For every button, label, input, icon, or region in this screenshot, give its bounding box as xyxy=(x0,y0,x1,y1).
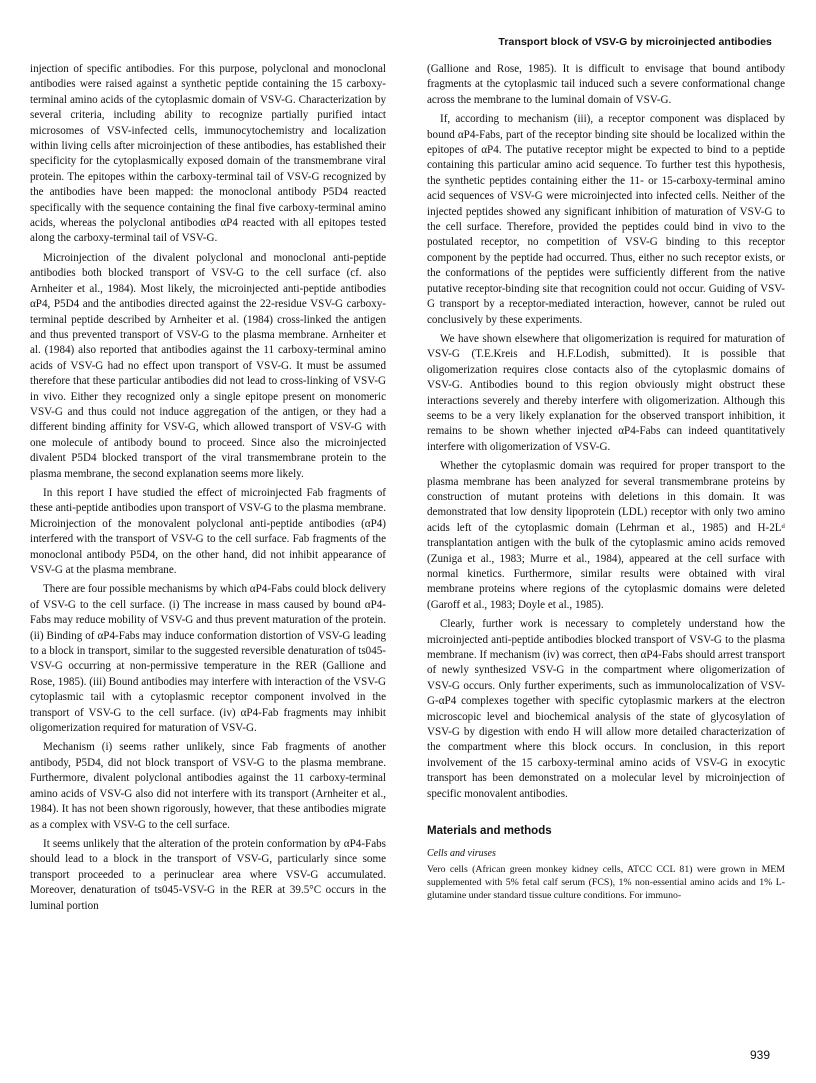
paragraph: In this report I have studied the effect of microinjected Fab fragments of these anti-peptide antibodies upon transport of VSV-G to the plasma membrane. Microinjection of the monovalent polyclonal anti-peptide antibodies (αP4) interfered with the transport of VSV-G to the cell surface. Fab fragments of the monoclonal antibody P5D4, on the other hand, did not inhibit appearance of VSV-G at the plasma membrane. xyxy=(30,486,386,576)
paragraph: Whether the cytoplasmic domain was required for proper transport to the plasma membrane has been analyzed for several transmembrane proteins by construction of mutant proteins with deletions in this domain. It was demonstrated that low density lipoprotein (LDL) receptor with only two amino acids left of the cytoplasmic domain (Lehrman et al., 1985) and H-2Lᵈ transplantation antigen with the bulk of the cytoplasmic amino acids removed (Zuniga et al., 1983; Murre et al., 1984), appeared at the cell surface with normal kinetics. Furthermore, similar results were obtained with viral membrane proteins where regions of the cytoplasmic domains were deleted (Garoff et al., 1983; Doyle et al., 1985). xyxy=(427,460,785,611)
paragraph: If, according to mechanism (iii), a receptor component was displaced by bound αP4-Fabs, part of the receptor binding site should be localized within the epitopes of αP4. The putative receptor might be expected to bind to a peptide containing this particular amino acid sequence. To further test this hypothesis, the synthetic peptides containing either the 11- or 15-carboxy-terminal amino acid sequences of VSV-G were microinjected into infected cells. Neither of the injected peptides showed any significant inhibition of maturation of VSV-G to the cell surface. Therefore, provided the peptides could bind in vivo to the postulated receptor, no competition of VSV-G binding to this receptor component by the peptide had occurred. Thus, either no such receptor exists, or the conformations of the peptides were sufficiently different from the native putative receptor-binding site that recognition could not occur. Guiding of VSV-G transport by a receptor-mediated interaction, however, cannot be ruled out conclusively by these experiments. xyxy=(427,113,785,326)
left-column xyxy=(30,62,386,918)
paragraph: We have shown elsewhere that oligomerization is required for maturation of VSV-G (T.E.Kreis and H.F.Lodish, submitted). It is possible that oligomerization requires close contacts also of the cytoplasmic domains of VSV-G. Antibodies bound to this region obviously might obstruct these interactions severely and thereby interfere with oligomerization. Although this seems to be a very likely explanation for the observed transport inhibition, it remains to be shown whether injected αP4-Fabs can indeed quantitatively interfere with oligomerization of VSV-G. xyxy=(427,332,785,453)
page-number: 939 xyxy=(749,1048,770,1062)
right-column xyxy=(427,62,785,902)
paragraph: Mechanism (i) seems rather unlikely, since Fab fragments of another antibody, P5D4, did not block transport of VSV-G to the plasma membrane. Furthermore, divalent polyclonal antibodies against the 11 carboxy-terminal amino acids of VSV-G also did not interfere with its transport (Arnheiter et al., 1984). It has not been shown rigorously, however, that these antibodies migrate as a complex with VSV-G to the cell surface. xyxy=(30,741,386,831)
paragraph: (Gallione and Rose, 1985). It is difficult to envisage that bound antibody fragments at the cytoplasmic tail induced such a severe conformational change across the membrane to the luminal domain of VSV-G. xyxy=(427,63,785,106)
section-heading: Materials and methods xyxy=(427,825,552,838)
paragraph: There are four possible mechanisms by which αP4-Fabs could block delivery of VSV-G to the cell surface. (i) The increase in mass caused by bound αP4-Fabs may reduce mobility of VSV-G and thus prevent maturation of the protein. (ii) Binding of αP4-Fabs may induce conformation distortion of VSV-G leading to a block in transport, similar to the suggested reversible denaturation of ts045-VSV-G occurring at non-permissive temperature in the RER (Gallione and Rose, 1985). (iii) Bound antibodies may interfere with interaction of the VSV-G cytoplasmic tail with a cytoplasmic receptor component involved in the transport of VSV-G to the cell surface. (iv) αP4-Fab fragments may inhibit oligomerization required for maturation of VSV-G. xyxy=(30,583,386,735)
running-title: Transport block of VSV-G by microinjected antibodies xyxy=(498,36,772,48)
methods-paragraph: Vero cells (African green monkey kidney cells, ATCC CCL 81) were grown in MEM supplemented with 5% fetal calf serum (FCS), 1% non-essential amino acids and 1% L-glutamine under standard tissue culture conditions. For immuno- xyxy=(427,863,785,901)
paragraph: It seems unlikely that the alteration of the protein conformation by αP4-Fabs should lead to a block in the transport of VSV-G, particularly since some transport proceeded to a perinuclear area where VSV-G accumulated. Moreover, denaturation of ts045-VSV-G in the RER at 39.5°C occurs in the luminal portion xyxy=(30,837,386,912)
paragraph: Clearly, further work is necessary to completely understand how the microinjected anti-peptide antibodies blocked transport of VSV-G to the plasma membrane. If mechanism (iv) was correct, then αP4-Fabs should arrest transport of newly synthesized VSV-G in the compartment where oligomerization of VSV-G occurs. Only further experiments, such as immunolocalization of VSV-G-αP4 complexes together with specific cytoplasmic markers at the electron microscopic level and biochemical analysis of the state of glycosylation of VSV-G by digestion with endo H will allow more detailed characterization of the compartment where this block occurs. In conclusion, in this report involvement of the 15 carboxy-terminal amino acids of VSV-G in exocytic transport has been demonstrated on a molecular level by microinjection of specific monovalent antibodies. xyxy=(427,618,785,800)
paragraph: injection of specific antibodies. For this purpose, polyclonal and monoclonal antibodies were raised against a synthetic peptide containing the 15 carboxy-terminal amino acids of the cytoplasmic domain of VSV-G. Characterization by several criteria, including ability to recognize partially purified intact microsomes of VSV-infected cells, immunocytochemistry and localization within living cells after microinjection of these antibodies, has established their specificity for the cytoplasmically exposed domain of the transmembrane viral protein. The epitopes within the carboxy-terminal tail of VSV-G recognized by the antibodies have been mapped: the monoclonal antibody P5D4 reacted specifically with the sequence containing the final five carboxy-terminal amino acids, whereas the polyclonal antibodies αP4 reacted with all epitopes tested along the carboxy-terminal tail of VSV-G. xyxy=(30,63,386,245)
paragraph: Microinjection of the divalent polyclonal and monoclonal anti-peptide antibodies both blocked transport of VSV-G to the cell surface (cf. also Arnheiter et al., 1984). Most likely, the microinjected anti-peptide antibodies αP4, P5D4 and the antibodies directed against the 22-residue VSV-G carboxy-terminal peptide described by Arnheiter et al. (1984) cross-linked the antigen and thus prevented transport of VSV-G to the plasma membrane. Arnheiter et al. (1984) also reported that antibodies against the 11 carboxy-terminal amino acids of VSV-G had no effect upon transport of VSV-G. It must be assumed therefore that these particular antibodies did not lead to cross-linking of VSV-G in vivo. Either they recognized only a single epitope present on monomeric VSV-G and thus could not induce aggregation of the antigen, or they had a different binding affinity for VSV-G, which allowed transport of VSV-G with one molecule of antibody bound to proceed. Since also the microinjected divalent P5D4 blocked transport of the viral transmembrane protein to the plasma membrane, the second explanation seems more likely. xyxy=(30,251,386,480)
subsection-heading: Cells and viruses xyxy=(427,847,496,859)
